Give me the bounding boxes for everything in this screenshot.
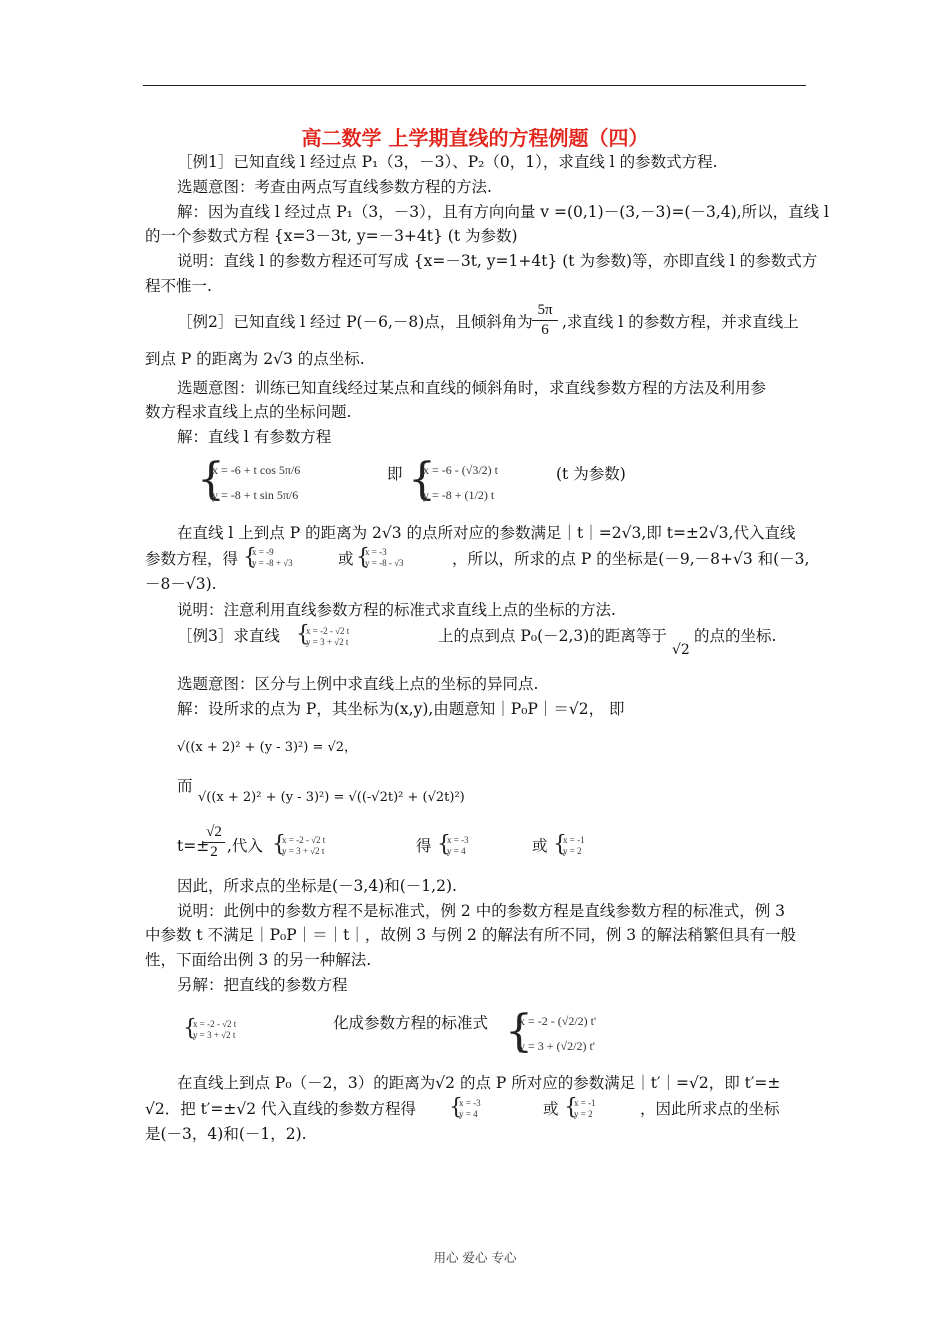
ex2-eq1-y: y = -8 + t sin 5π/6 [212,488,299,502]
standard-form-word: 化成参数方程的标准式 [333,1014,489,1032]
example-2-points: ，所以，所求的点 P 的坐标是(－9,－8+√3 和(－3, [452,550,810,568]
example-2-statement-end: 到点 P 的距离为 2√3 的点坐标. [145,350,365,368]
example-2-solution-intro: 解：直线 l 有参数方程 [177,428,332,446]
example-2-statement-cont: ,求直线 l 的参数方程，并求直线上 [562,313,799,331]
example-1-note-cont: 程不惟一. [145,277,212,295]
brace-icon: { [356,545,370,570]
brace-icon: { [243,545,257,570]
brace-icon: { [437,832,451,857]
distance-expansion: √((x + 2)² + (y - 3)²) = √((-√2t)² + (√2t)²) [198,790,465,805]
example-1-intent: 选题意图：考查由两点写直线参数方程的方法. [177,178,492,196]
example-1-solution: 解：因为直线 l 经过点 P₁（3，－3），且有方向向量 v =(0,1)－(3,－3)=(－3,4),所以，直线 l [177,203,829,221]
fraction-denominator: 2 [210,844,218,860]
ex3-sub-y: y = 3 + √2 t [282,846,325,856]
or-word: 或 [532,837,548,855]
brace-icon: { [296,622,310,647]
brace-icon: { [564,1095,578,1120]
alt-substitute: √2．把 t′=±√2 代入直线的参数方程得 [145,1100,417,1118]
alt-distance: 在直线上到点 P₀（－2，3）的距离为√2 的点 P 所对应的参数满足｜t′｜=√2，即 t′=± [177,1074,781,1092]
example-3-statement: ［例3］求直线 [177,627,280,645]
fraction-sqrt2-over-2 [203,824,225,861]
brace-icon: { [553,832,567,857]
fraction-bar [532,320,558,321]
page-footer: 用心 爱心 专心 [433,1250,517,1265]
alt-sol1-x: x = -3 [459,1098,481,1108]
substitute-word: ,代入 [227,837,263,855]
ex2-eq1-x: x = -6 + t cos 5π/6 [212,463,301,477]
brace-icon: { [272,832,286,857]
fraction-5pi-over-6 [532,302,558,339]
example-3-note-cont-2: 性，下面给出例 3 的另一种解法. [145,951,372,969]
example-2-statement: ［例2］已知直线 l 经过 P(－6,－8)点，且倾斜角为 [177,313,533,331]
ex2-eq2-x: x = -6 - (√3/2) t [423,463,499,477]
alt-answer: 是(－3，4)和(－1，2). [145,1125,307,1143]
and-word: 而 [177,777,193,795]
ex2-sol2-y: y = -8 - √3 [365,558,404,568]
brace-icon: { [449,1095,463,1120]
ex3-sub-x: x = -2 - √2 t [282,835,326,845]
brace-icon: { [408,454,436,505]
alt-answer-lead: ，因此所求点的坐标 [640,1100,780,1118]
example-3-answer: 因此，所求点的坐标是(－3,4)和(－1,2). [177,877,457,895]
brace-icon: { [505,1006,533,1057]
brace-icon: { [183,1016,197,1041]
equivalence-word: 即 [387,465,403,483]
ex2-sol1-y: y = -8 + √3 [252,558,293,568]
fraction-denominator: 6 [541,322,549,338]
distance-equation: √((x + 2)² + (y - 3)²) = √2， [177,740,358,755]
or-word: 或 [338,550,354,568]
example-1-note: 说明：直线 l 的参数方程还可写成 {x=－3t, y=1+4t} (t 为参数)等，亦即直线 l 的参数式方 [177,252,818,270]
header-rule [143,85,806,86]
example-3-intent: 选题意图：区分与上例中求直线上点的坐标的异同点. [177,675,539,693]
ex3-sol1-y: y = 4 [447,846,466,856]
ex3-sol2-y: y = 2 [563,846,582,856]
alt-sol2-x: x = -1 [574,1098,596,1108]
ex3-sol2-x: x = -1 [563,835,585,845]
get-word: 得 [416,837,432,855]
alt-sol2-y: y = 2 [574,1109,593,1119]
alt-line-y: y = 3 + √2 t [193,1030,236,1040]
example-3-statement-cont: 上的点到点 P₀(－2,3)的距离等于 [438,627,667,645]
example-3-solution: 解：设所求的点为 P，其坐标为(x,y),由题意知｜P₀P｜＝√2， 即 [177,700,625,718]
alt-sol1-y: y = 4 [459,1109,478,1119]
sqrt-2: √2 [672,642,690,658]
example-2-distance: 在直线 l 上到点 P 的距离为 2√3 的点所对应的参数满足｜t｜=2√3,即 t=±2√3,代入直线 [177,524,796,542]
example-3-note-cont-1: 中参数 t 不满足｜P₀P｜＝｜t｜，故例 3 与例 2 的解法有所不同，例 3 的解法稍繁但具有一般 [145,926,797,944]
fraction-bar [203,842,225,843]
example-2-substitute: 参数方程，得 [145,550,239,568]
std-x: x = -2 - (√2/2) t' [519,1014,597,1028]
example-2-intent: 选题意图：训练已知直线经过某点和直线的倾斜角时，求直线参数方程的方法及利用参 [177,379,767,397]
ex2-sol2-x: x = -3 [365,547,387,557]
fraction-numerator: 5π [537,302,553,318]
ex3-sol1-x: x = -3 [447,835,469,845]
example-2-intent-cont: 数方程求直线上点的坐标问题. [145,403,352,421]
alt-solution-intro: 另解：把直线的参数方程 [177,976,348,994]
ex3-line-y: y = 3 + √2 t [306,637,349,647]
example-3-statement-end: 的点的坐标. [694,627,777,645]
example-2-note: 说明：注意利用直线参数方程的标准式求直线上点的坐标的方法. [177,601,616,619]
page-title: 高二数学 上学期直线的方程例题（四） [301,126,649,150]
alt-line-x: x = -2 - √2 t [193,1019,237,1029]
t-value: t=± [177,837,210,855]
or-word: 或 [543,1100,559,1118]
ex2-eq2-y: y = -8 + (1/2) t [423,488,495,502]
example-1-statement: ［例1］已知直线 l 经过点 P₁（3，－3）、P₂（0，1），求直线 l 的参数式方程. [177,153,718,171]
example-1-equation-line: 的一个参数式方程 {x=3－3t, y=－3+4t} (t 为参数) [145,227,518,245]
example-2-points-cont: －8－√3). [145,575,217,593]
example-3-note: 说明：此例中的参数方程不是标准式，例 2 中的参数方程是直线参数方程的标准式，例 3 [177,902,786,920]
ex3-line-x: x = -2 - √2 t [306,626,350,636]
param-note: (t 为参数) [556,465,626,483]
brace-icon: { [197,454,225,505]
ex2-sol1-x: x = -9 [252,547,274,557]
fraction-numerator: √2 [206,824,222,840]
std-y: y = 3 + (√2/2) t' [519,1039,595,1053]
